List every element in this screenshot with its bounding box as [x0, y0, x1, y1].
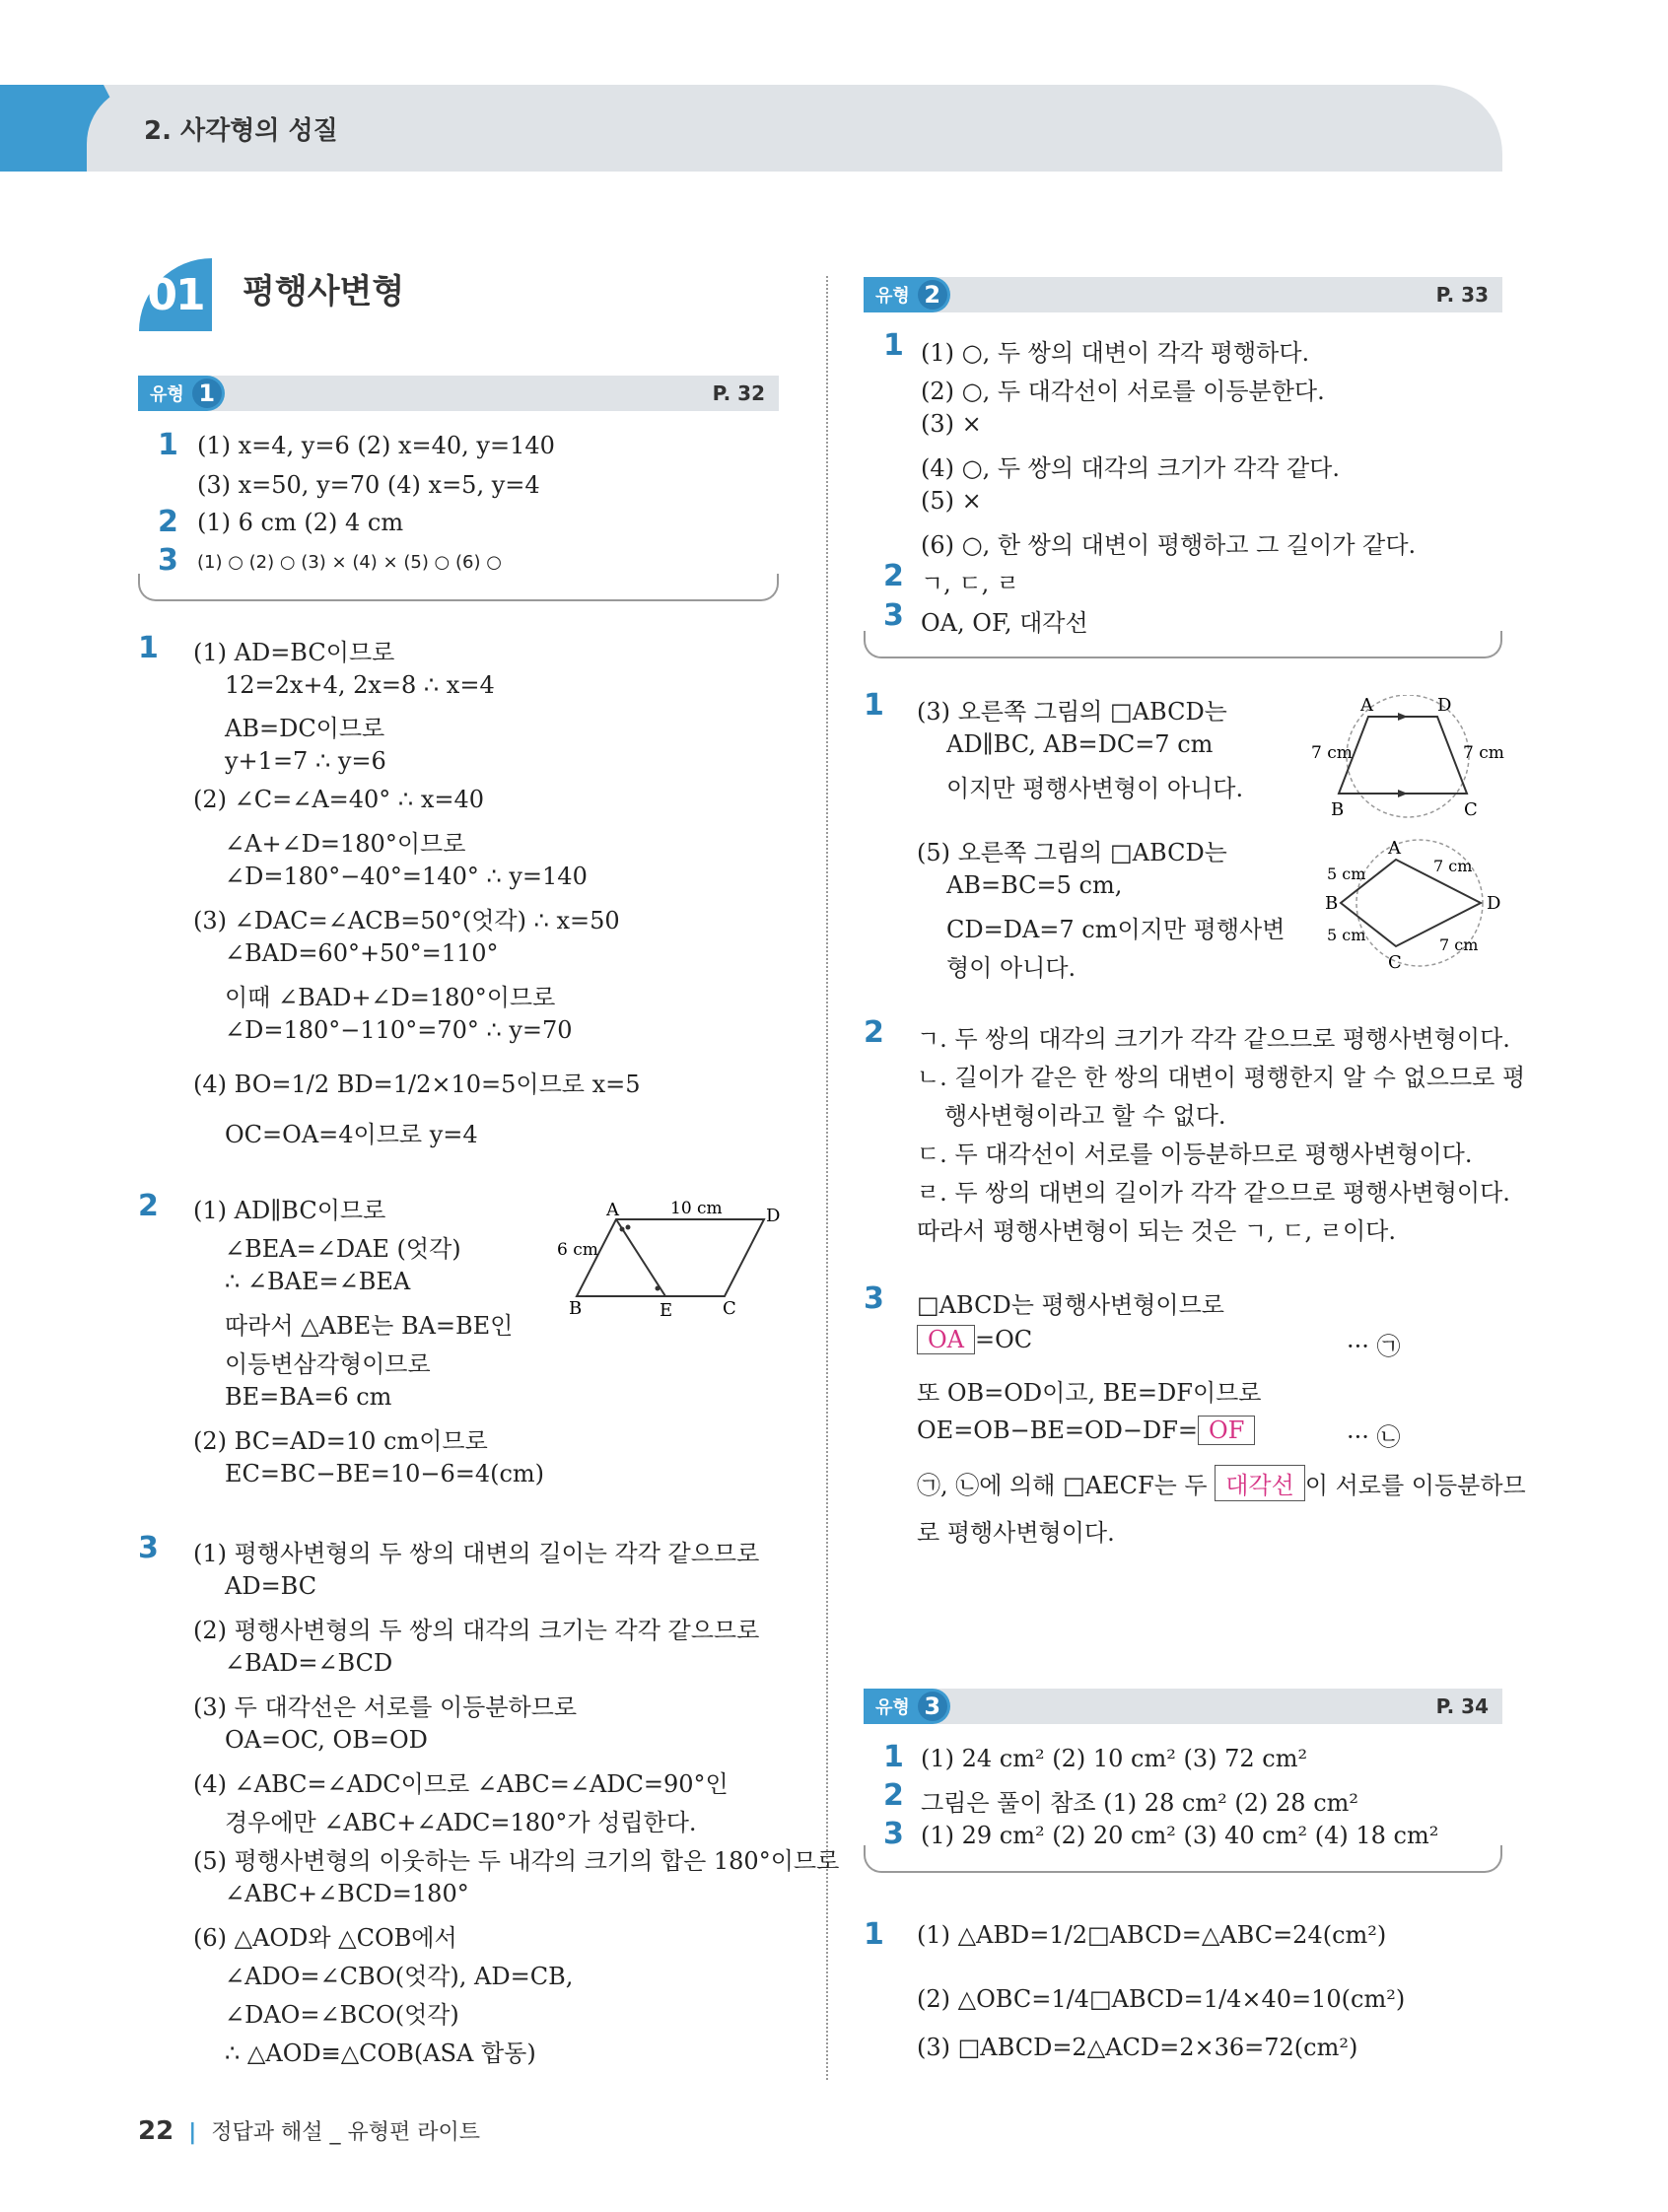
t1-sol1-line: 이때 ∠BAD+∠D=180°이므로	[225, 984, 556, 1011]
section-title: 평행사변형	[243, 272, 405, 311]
t3-summary-q1: (1) 24 cm² (2) 10 cm² (3) 72 cm²	[921, 1745, 1308, 1772]
fig3-label-cd: 7 cm	[1439, 935, 1479, 954]
t1-sol3-line: (5) 평행사변형의 이웃하는 두 내각의 크기의 합은 180°이므로	[193, 1847, 840, 1875]
t1-summary-q3: (1) ○ (2) ○ (3) × (4) × (5) ○ (6) ○	[197, 552, 502, 573]
type-number: 3	[918, 1692, 947, 1721]
t2-sol1-line: AB=BC=5 cm,	[946, 871, 1123, 899]
t2-sol3-line-6: 로 평행사변형이다.	[917, 1519, 1115, 1547]
type-1-badge	[138, 376, 225, 411]
summary-box-end	[864, 631, 1502, 658]
summary-qnum-1: 1	[883, 1740, 904, 1774]
solution-qnum-1: 1	[864, 1917, 884, 1952]
t1-sol1-line: (3) ∠DAC=∠ACB=50°(엇각) ∴ x=50	[193, 907, 620, 934]
t3-sol1-line: (1) △ABD=1/2□ABCD=△ABC=24(cm²)	[917, 1921, 1387, 1949]
solution-qnum-2: 2	[864, 1015, 884, 1050]
page-number: 22	[138, 2116, 174, 2146]
solution-qnum-3: 3	[138, 1531, 159, 1565]
t3-sol1-line: (2) △OBC=1/4□ABCD=1/4×40=10(cm²)	[917, 1985, 1406, 2013]
fig1-label-c: C	[723, 1298, 736, 1316]
type-3-page: P. 34	[1435, 1694, 1489, 1718]
t1-sol3-line: OA=OC, OB=OD	[225, 1726, 428, 1754]
footer-text: 정답과 해설 _ 유형편 라이트	[211, 2120, 480, 2145]
t1-sol3-line: (4) ∠ABC=∠ADC이므로 ∠ABC=∠ADC=90°인	[193, 1770, 729, 1798]
fig2-label-right: 7 cm	[1463, 743, 1504, 763]
answer-box-of: OF	[1198, 1416, 1255, 1445]
t2-summary-line: (6) ○, 한 쌍의 대변이 평행하고 그 길이가 같다.	[921, 531, 1417, 559]
t1-sol2-line: ∠BEA=∠DAE (엇각)	[225, 1235, 461, 1263]
t1-sol3-line: AD=BC	[225, 1572, 317, 1600]
t2-sol2-line: ㄴ. 길이가 같은 한 쌍의 대변이 평행한지 알 수 없으므로 평	[917, 1064, 1526, 1091]
t2-sol3-text-b: 이 서로를 이등분하므	[1304, 1472, 1526, 1499]
marker-1: ··· ㉠	[1347, 1333, 1401, 1360]
answer-box-diagonal: 대각선	[1215, 1465, 1305, 1501]
t2-sol1-line: CD=DA=7 cm이지만 평행사변	[946, 916, 1286, 943]
t1-sol1-line: ∠A+∠D=180°이므로	[225, 830, 466, 858]
t1-sol1-line: ∠D=180°−110°=70° ∴ y=70	[225, 1016, 573, 1044]
fig3-label-d: D	[1487, 893, 1501, 914]
fig3-label-c: C	[1388, 952, 1402, 973]
t2-summary-line: (2) ○, 두 대각선이 서로를 이등분한다.	[921, 378, 1325, 405]
t1-summary-q2: (1) 6 cm (2) 4 cm	[197, 509, 404, 536]
t3-summary-q2: 그림은 풀이 참조 (1) 28 cm² (2) 28 cm²	[921, 1789, 1359, 1817]
summary-qnum-1: 1	[883, 328, 904, 363]
t1-sol1-line: OC=OA=4이므로 y=4	[225, 1121, 478, 1148]
t2-summary-line: OA, OF, 대각선	[921, 609, 1088, 637]
t2-sol1-line: (3) 오른쪽 그림의 □ABCD는	[917, 698, 1227, 726]
type-label: 유형	[875, 286, 910, 307]
chapter-title: 2. 사각형의 성질	[144, 116, 338, 146]
t2-sol3-line-5	[917, 1465, 1526, 1501]
t1-sol3-line: ∴ △AOD≡△COB(ASA 합동)	[225, 2039, 536, 2067]
t1-sol1-line: ∠BAD=60°+50°=110°	[225, 939, 499, 967]
fig3-label-ad: 7 cm	[1433, 857, 1473, 875]
t2-summary-line: (5) ×	[921, 487, 982, 515]
page-footer	[138, 2115, 480, 2146]
t1-sol3-line: (6) △AOD와 △COB에서	[193, 1924, 457, 1952]
summary-qnum-1: 1	[158, 428, 178, 462]
fig1-label-a: A	[606, 1200, 619, 1220]
t2-sol1-line: AD∥BC, AB=DC=7 cm	[946, 730, 1214, 758]
fig2-label-a: A	[1360, 695, 1373, 716]
t2-summary-line: (1) ○, 두 쌍의 대변이 각각 평행하다.	[921, 339, 1310, 367]
type-label: 유형	[150, 384, 184, 405]
type-3-bar	[864, 1689, 1502, 1724]
t2-summary-line: (3) ×	[921, 410, 982, 438]
t2-sol3-eq1: =OC	[975, 1326, 1033, 1353]
column-divider	[826, 276, 828, 2080]
fig2-label-b: B	[1331, 799, 1345, 820]
footer-separator: |	[188, 2120, 197, 2145]
t2-sol3-line-3: 또 OB=OD이고, BE=DF이므로	[917, 1379, 1262, 1407]
solution-qnum-1: 1	[138, 631, 159, 665]
type-2-bar	[864, 277, 1502, 312]
solution-qnum-3: 3	[864, 1281, 884, 1316]
t2-sol1-line: 이지만 평행사변형이 아니다.	[946, 775, 1244, 802]
type-2-badge	[864, 277, 950, 312]
t1-sol3-line: ∠DAO=∠BCO(엇각)	[225, 2001, 459, 2029]
summary-box-end	[864, 1845, 1502, 1873]
t1-sol1-line: AB=DC이므로	[225, 715, 385, 742]
type-2-page: P. 33	[1435, 283, 1489, 307]
fig1-label-top: 10 cm	[670, 1199, 723, 1218]
fig1-label-left: 6 cm	[557, 1240, 598, 1260]
fig3-label-ab: 5 cm	[1327, 864, 1366, 883]
summary-qnum-2: 2	[883, 559, 904, 593]
t1-sol1-line: (1) AD=BC이므로	[193, 639, 395, 666]
fig2-label-left: 7 cm	[1311, 743, 1353, 763]
summary-qnum-3: 3	[883, 1817, 904, 1851]
t1-sol1-line: ∠D=180°−40°=140° ∴ y=140	[225, 863, 588, 890]
summary-qnum-2: 2	[158, 505, 178, 539]
t1-sol1-line: y+1=7 ∴ y=6	[225, 747, 386, 775]
t1-sol3-line: (2) 평행사변형의 두 쌍의 대각의 크기는 각각 같으므로	[193, 1617, 760, 1644]
marker-2: ··· ㉡	[1347, 1423, 1401, 1451]
t1-sol1-line: (4) BO=1/2 BD=1/2×10=5이므로 x=5	[193, 1071, 641, 1098]
t3-summary-q3: (1) 29 cm² (2) 20 cm² (3) 40 cm² (4) 18 cm²	[921, 1822, 1439, 1849]
summary-qnum-3: 3	[158, 543, 178, 578]
t2-sol1-line: (5) 오른쪽 그림의 □ABCD는	[917, 839, 1227, 866]
t2-sol2-line: ㄷ. 두 대각선이 서로를 이등분하므로 평행사변형이다.	[917, 1141, 1473, 1168]
t1-sol3-line: 경우에만 ∠ABC+∠ADC=180°가 성립한다.	[225, 1809, 697, 1836]
t1-sol2-line: (2) BC=AD=10 cm이므로	[193, 1427, 488, 1455]
t2-sol1-line: 형이 아니다.	[946, 954, 1077, 982]
t1-sol3-line: ∠ADO=∠CBO(엇각), AD=CB,	[225, 1963, 574, 1990]
summary-box-end	[138, 574, 779, 601]
parallelogram-figure	[557, 1198, 786, 1316]
t1-sol2-line: ∴ ∠BAE=∠BEA	[225, 1268, 411, 1295]
type-3-badge	[864, 1689, 950, 1724]
t2-summary-line: ㄱ, ㄷ, ㄹ	[921, 570, 1020, 597]
t2-sol3-eq2: OE=OB−BE=OD−DF=	[917, 1417, 1199, 1444]
type-1-page: P. 32	[712, 381, 765, 405]
t1-sol1-line: 12=2x+4, 2x=8 ∴ x=4	[225, 671, 495, 699]
fig2-label-c: C	[1464, 799, 1478, 820]
t2-summary-line: (4) ○, 두 쌍의 대각의 크기가 각각 같다.	[921, 454, 1340, 482]
fig1-label-e: E	[660, 1300, 673, 1316]
t2-sol3-line-1: □ABCD는 평행사변형이므로	[917, 1291, 1224, 1319]
fig1-label-d: D	[766, 1206, 781, 1226]
section-number: 01	[139, 258, 212, 331]
t1-sol2-line: (1) AD∥BC이므로	[193, 1197, 386, 1224]
type-number: 2	[918, 280, 947, 310]
type-1-bar	[138, 376, 779, 411]
t1-sol2-line: BE=BA=6 cm	[225, 1383, 392, 1411]
fig3-label-b: B	[1325, 893, 1339, 914]
t1-summary-q1a: (1) x=4, y=6 (2) x=40, y=140	[197, 432, 555, 459]
fig2-label-d: D	[1437, 695, 1452, 716]
kite-figure	[1321, 838, 1504, 974]
t2-sol2-line: ㄹ. 두 쌍의 대변의 길이가 각각 같으므로 평행사변형이다.	[917, 1179, 1510, 1207]
t1-sol3-line: ∠BAD=∠BCD	[225, 1649, 393, 1677]
t1-sol2-line: EC=BC−BE=10−6=4(cm)	[225, 1460, 545, 1487]
t1-sol1-line: (2) ∠C=∠A=40° ∴ x=40	[193, 786, 485, 813]
t3-sol1-line: (3) □ABCD=2△ACD=2×36=72(cm²)	[917, 2034, 1358, 2061]
solution-qnum-1: 1	[864, 688, 884, 723]
t2-sol3-line-4	[917, 1416, 1255, 1445]
type-number: 1	[192, 379, 222, 408]
t1-sol3-line: ∠ABC+∠BCD=180°	[225, 1880, 469, 1907]
type-label: 유형	[875, 1697, 910, 1718]
summary-qnum-3: 3	[883, 598, 904, 633]
t1-sol2-line: 이등변삼각형이므로	[225, 1350, 431, 1378]
fig3-label-a: A	[1388, 838, 1401, 859]
fig3-label-bc: 5 cm	[1327, 926, 1366, 944]
t2-sol3-line-2	[917, 1325, 1032, 1354]
t1-sol3-line: (3) 두 대각선은 서로를 이등분하므로	[193, 1694, 578, 1721]
solution-qnum-2: 2	[138, 1189, 159, 1223]
answer-box-oa: OA	[917, 1325, 975, 1354]
trapezoid-figure	[1311, 695, 1504, 823]
t1-summary-q1b: (3) x=50, y=70 (4) x=5, y=4	[197, 471, 540, 499]
t1-sol2-line: 따라서 △ABE는 BA=BE인	[225, 1312, 514, 1340]
t2-sol3-text-a: ㉠, ㉡에 의해 □AECF는 두	[917, 1472, 1216, 1499]
fig1-label-b: B	[569, 1298, 583, 1316]
t2-sol2-line: 따라서 평행사변형이 되는 것은 ㄱ, ㄷ, ㄹ이다.	[917, 1217, 1396, 1245]
summary-qnum-2: 2	[883, 1778, 904, 1813]
t1-sol3-line: (1) 평행사변형의 두 쌍의 대변의 길이는 각각 같으므로	[193, 1540, 760, 1567]
t2-sol2-line: 행사변형이라고 할 수 없다.	[944, 1102, 1226, 1130]
t2-sol2-line: ㄱ. 두 쌍의 대각의 크기가 각각 같으므로 평행사변형이다.	[917, 1025, 1510, 1053]
